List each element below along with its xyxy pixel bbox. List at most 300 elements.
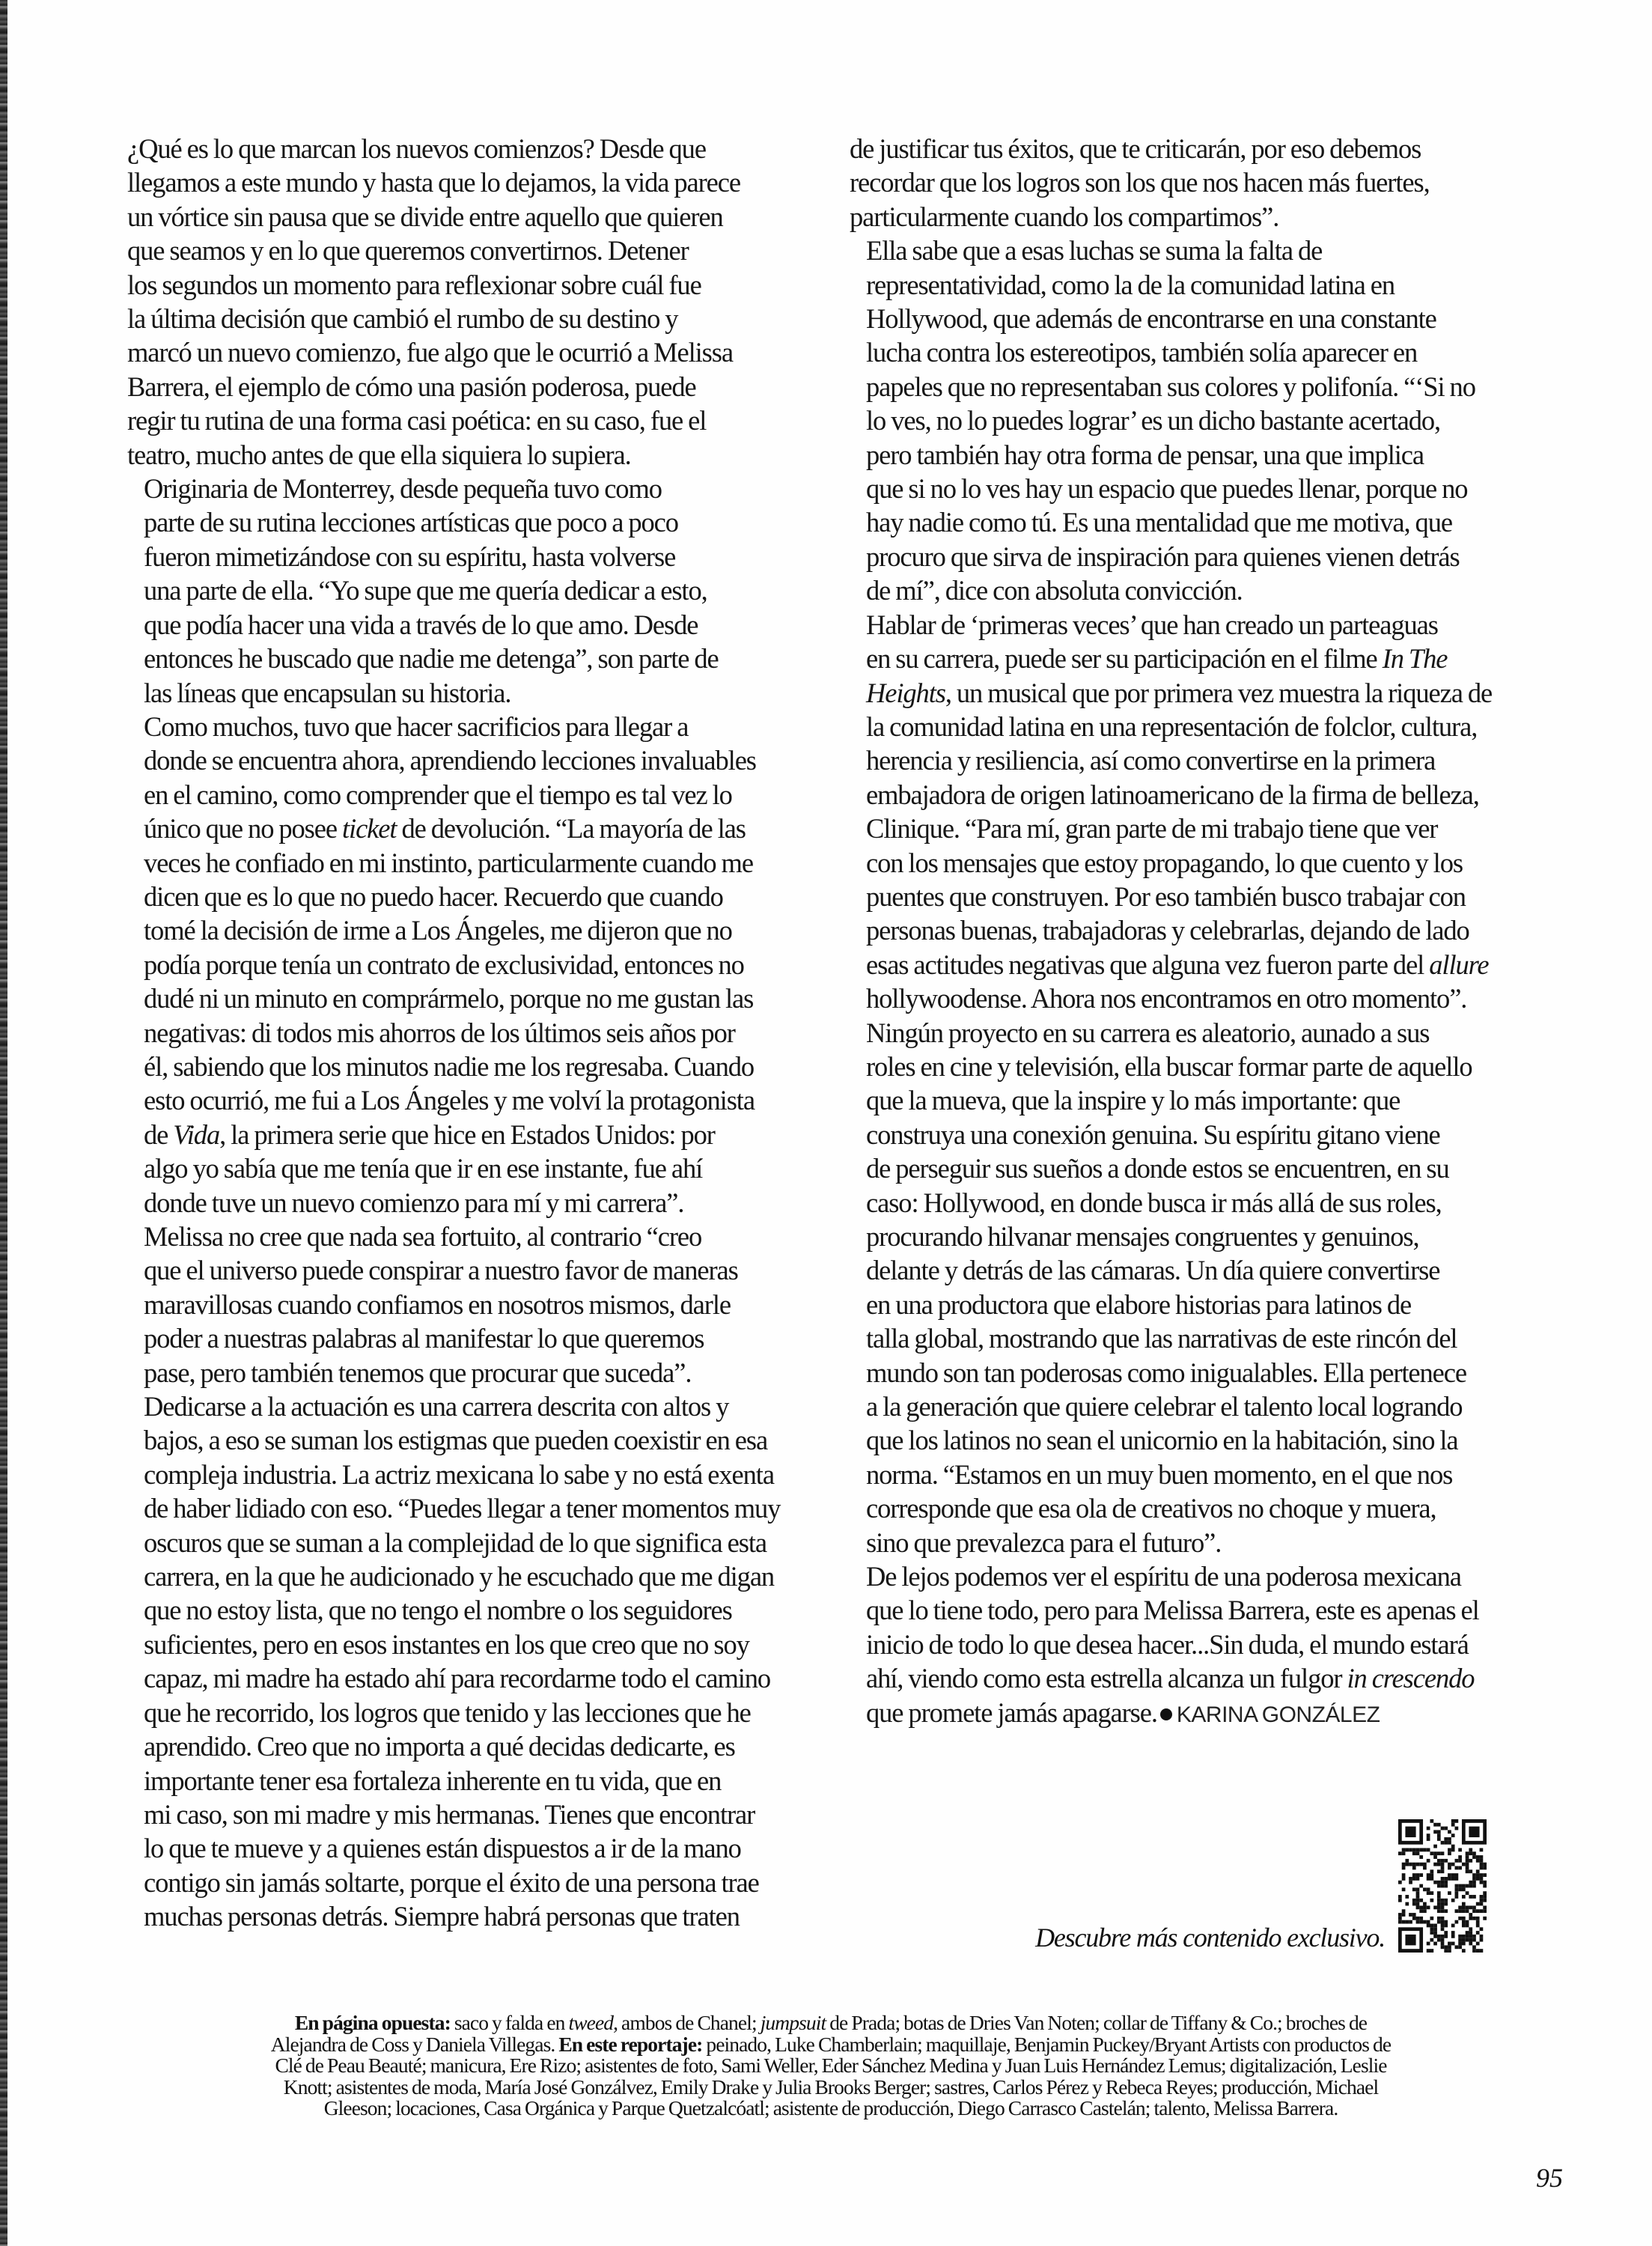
qr-module (1416, 1873, 1420, 1877)
qr-module (1430, 1927, 1433, 1931)
qr-module (1430, 1917, 1433, 1920)
credit-line (135, 2012, 1527, 2034)
text-segment: donde se encuentra ahora, aprendiendo lecciones invaluables (144, 745, 756, 776)
qr-module (1476, 1877, 1480, 1881)
text-segment: en el camino, como comprender que el tiempo es tal vez lo (144, 779, 732, 810)
article-column-left (127, 132, 801, 1934)
qr-module (1441, 1869, 1445, 1873)
credit-text: saco y falda en (450, 2011, 569, 2034)
text-line (127, 846, 801, 880)
text-line (850, 948, 1553, 982)
qr-module (1444, 1935, 1448, 1938)
qr-module (1427, 1891, 1430, 1895)
qr-module (1433, 1942, 1437, 1946)
text-line (850, 1696, 1553, 1732)
text-line (127, 438, 801, 472)
text-line (127, 1661, 801, 1695)
qr-module (1441, 1942, 1445, 1946)
article-column-right (850, 132, 1553, 1732)
qr-module (1483, 1917, 1487, 1920)
text-segment: una parte de ella. “Yo supe que me quería dedicar a esto, (144, 575, 707, 606)
qr-module (1466, 1869, 1469, 1873)
qr-module (1480, 1895, 1484, 1899)
qr-module (1427, 1848, 1430, 1851)
qr-module (1430, 1938, 1433, 1942)
qr-module (1437, 1884, 1441, 1888)
qr-module (1448, 1848, 1451, 1851)
qr-module (1416, 1902, 1420, 1906)
text-line (127, 1083, 801, 1117)
qr-module (1466, 1891, 1469, 1895)
qr-module (1469, 1851, 1472, 1855)
qr-module (1419, 1917, 1423, 1920)
qr-code-icon[interactable] (1398, 1819, 1487, 1953)
qr-module (1458, 1935, 1462, 1938)
qr-module (1437, 1920, 1441, 1924)
qr-module (1462, 1942, 1466, 1946)
text-segment: Clinique. “Para mí, gran parte de mi trabajo tiene que ver (866, 813, 1438, 844)
text-segment: la comunidad latina en una representación de folclor, cultura, (866, 710, 1478, 742)
qr-module (1433, 1855, 1437, 1859)
italic-term: tweed (568, 2011, 614, 2034)
qr-module (1458, 1945, 1462, 1949)
text-line (127, 1798, 801, 1831)
text-line (127, 200, 801, 234)
text-line (127, 1151, 801, 1185)
text-line (127, 370, 801, 404)
qr-caption: Descubre más contenido exclusivo. (1035, 1923, 1385, 1953)
qr-module (1466, 1855, 1469, 1859)
qr-module (1462, 1902, 1466, 1906)
text-line (127, 743, 801, 777)
credit-text: Gleeson; locaciones, Casa Orgánica y Parque Quetzalcóatl; asistente de producción, Diego Carrasco Castelán; talento, Melissa Barrera. (323, 2096, 1338, 2120)
text-segment: que he recorrido, los logros que tenido y las lecciones que he (144, 1696, 751, 1728)
text-line (127, 573, 801, 607)
qr-module (1476, 1873, 1480, 1877)
qr-module (1441, 1927, 1445, 1931)
qr-module (1437, 1837, 1441, 1841)
qr-module (1451, 1845, 1455, 1848)
qr-module (1469, 1881, 1472, 1884)
qr-module (1416, 1917, 1420, 1920)
text-segment: oscuros que se suman a la complejidad de lo que significa esta (144, 1527, 767, 1558)
qr-module (1480, 1902, 1484, 1906)
qr-module (1398, 1881, 1402, 1884)
qr-module (1480, 1949, 1484, 1953)
qr-module (1441, 1945, 1445, 1949)
qr-module (1427, 1942, 1430, 1946)
qr-module (1462, 1909, 1466, 1913)
qr-module (1472, 1949, 1476, 1953)
credit-text: de Prada; botas de Dries Van Noten; collar de Tiffany & Co.; broches de (826, 2011, 1368, 2034)
text-segment: corresponde que esa ola de creativos no choque y muera, (866, 1493, 1436, 1524)
qr-module (1398, 1920, 1402, 1924)
text-line (850, 1186, 1553, 1220)
text-segment: aprendido. Creo que no importa a qué decidas dedicarte, es (144, 1731, 735, 1762)
credit-heading: En este reportaje: (558, 2032, 703, 2056)
qr-module (1458, 1887, 1462, 1891)
text-line (850, 913, 1553, 947)
qr-module (1476, 1869, 1480, 1873)
qr-module (1419, 1920, 1423, 1924)
qr-module (1472, 1881, 1476, 1884)
text-segment: inicio de todo lo que desea hacer...Sin duda, el mundo estará (866, 1628, 1469, 1660)
text-segment: , un musical que por primera vez muestra la riqueza de (945, 677, 1493, 708)
qr-module (1437, 1859, 1441, 1863)
text-line (850, 1458, 1553, 1491)
text-line (850, 1083, 1553, 1117)
qr-module (1405, 1920, 1409, 1924)
text-line (850, 982, 1553, 1015)
qr-module (1402, 1909, 1406, 1913)
text-line (850, 1220, 1553, 1253)
bullet-icon (1160, 1708, 1172, 1720)
qr-module (1480, 1899, 1484, 1902)
credit-text: Knott; asistentes de moda, María José Gonzálvez, Emily Drake y Julia Brooks Berger; sastres, Carlos Pérez y Rebeca Reyes; producción, Michael (283, 2075, 1379, 2099)
text-line (127, 165, 801, 199)
qr-module (1409, 1913, 1412, 1917)
text-line (850, 200, 1553, 234)
qr-module (1402, 1848, 1406, 1851)
text-line (127, 948, 801, 982)
text-segment: pase, pero también tenemos que procurar que suceda”. (144, 1357, 692, 1388)
text-segment: muchas personas detrás. Siempre habrá personas que traten (144, 1901, 740, 1932)
text-segment: caso: Hollywood, en donde busca ir más allá de sus roles, (866, 1187, 1442, 1218)
qr-module (1451, 1819, 1455, 1823)
text-segment: delante y detrás de las cámaras. Un día quiere convertirse (866, 1255, 1440, 1286)
qr-module (1416, 1920, 1420, 1924)
qr-module (1433, 1927, 1437, 1931)
qr-module (1469, 1938, 1472, 1942)
qr-module (1444, 1902, 1448, 1906)
text-segment: pero también hay otra forma de pensar, una que implica (866, 439, 1424, 470)
qr-module (1409, 1881, 1412, 1884)
author-byline: KARINA GONZÁLEZ (1176, 1702, 1380, 1727)
article-paragraph (127, 710, 801, 1220)
qr-module (1466, 1851, 1469, 1855)
text-line (127, 1458, 801, 1491)
qr-module (1427, 1905, 1430, 1909)
qr-module (1416, 1899, 1420, 1902)
qr-module (1441, 1924, 1445, 1928)
qr-module (1402, 1920, 1406, 1924)
text-segment: donde tuve un nuevo comienzo para mí y mi carrera”. (144, 1187, 684, 1218)
text-segment: un vórtice sin pausa que se divide entre aquello que quieren (127, 201, 723, 232)
text-line (850, 1288, 1553, 1321)
qr-module (1433, 1823, 1437, 1827)
qr-module (1480, 1927, 1484, 1931)
text-line (127, 1866, 801, 1899)
qr-module (1444, 1877, 1448, 1881)
qr-module (1412, 1917, 1416, 1920)
qr-module (1476, 1942, 1480, 1946)
qr-module (1405, 1859, 1409, 1863)
text-line (127, 472, 801, 505)
qr-module (1458, 1866, 1462, 1870)
text-line (850, 812, 1553, 845)
text-segment: lo que te mueve y a quienes están dispuestos a ir de la mano (144, 1833, 741, 1864)
qr-module (1458, 1917, 1462, 1920)
text-segment: ¿Qué es lo que marcan los nuevos comienzos? Desde que (127, 133, 706, 164)
qr-module (1398, 1913, 1402, 1917)
text-line (850, 268, 1553, 302)
text-line (127, 1831, 801, 1865)
qr-module (1405, 1848, 1409, 1851)
qr-module (1419, 1905, 1423, 1909)
article-paragraph (127, 472, 801, 710)
qr-module (1469, 1927, 1472, 1931)
text-line (127, 1253, 801, 1287)
qr-module (1441, 1935, 1445, 1938)
qr-module (1402, 1866, 1406, 1870)
text-line (127, 1050, 801, 1083)
qr-module (1472, 1945, 1476, 1949)
credit-text: Clé de Peau Beauté; manicura, Ere Rizo; asistentes de foto, Sami Weller, Eder Sánchez Medina y Juan Luis Hernández Lemus; digitalización, Leslie (275, 2054, 1387, 2078)
qr-module (1472, 1917, 1476, 1920)
italic-term: Heights (866, 677, 945, 708)
text-segment: Barrera, el ejemplo de cómo una pasión poderosa, puede (127, 371, 696, 402)
qr-module (1451, 1823, 1455, 1827)
qr-module (1483, 1895, 1487, 1899)
text-segment: de (144, 1119, 174, 1150)
qr-module (1437, 1909, 1441, 1913)
text-line (850, 302, 1553, 335)
text-line (850, 743, 1553, 777)
text-line (127, 710, 801, 743)
text-segment: bajos, a eso se suman los estigmas que pueden coexistir en esa (144, 1425, 768, 1456)
qr-module (1480, 1863, 1484, 1866)
text-line (127, 880, 801, 913)
qr-module (1462, 1938, 1466, 1942)
qr-module (1398, 1899, 1402, 1902)
qr-module (1412, 1902, 1416, 1906)
text-segment: maravillosas cuando confiamos en nosotros mismos, darle (144, 1288, 731, 1320)
text-line (127, 302, 801, 335)
text-segment: construya una conexión genuina. Su espíritu gitano viene (866, 1119, 1440, 1150)
qr-module (1412, 1899, 1416, 1902)
facing-page-photo-edge (0, 0, 7, 2246)
text-segment: de perseguir sus sueños a donde estos se encuentren, en su (866, 1153, 1449, 1184)
qr-module (1419, 1855, 1423, 1859)
text-segment: poder a nuestras palabras al manifestar lo que queremos (144, 1323, 704, 1354)
italic-term: jumpsuit (760, 2011, 826, 2034)
text-line (127, 1593, 801, 1627)
qr-module (1416, 1905, 1420, 1909)
qr-module (1476, 1920, 1480, 1924)
text-line (850, 710, 1553, 743)
text-segment: carrera, en la que he audicionado y he escuchado que me digan (144, 1561, 775, 1592)
qr-module (1458, 1884, 1462, 1888)
text-segment: con los mensajes que estoy propagando, lo que cuento y los (866, 847, 1463, 878)
qr-module (1444, 1827, 1448, 1830)
qr-module (1451, 1931, 1455, 1935)
qr-module (1483, 1891, 1487, 1895)
qr-module (1430, 1851, 1433, 1855)
qr-module (1469, 1913, 1472, 1917)
text-line (127, 1899, 801, 1933)
qr-module (1398, 1851, 1402, 1855)
text-line (850, 438, 1553, 472)
text-segment: dudé ni un minuto en comprármelo, porque no me gustan las (144, 983, 754, 1014)
qr-module (1466, 1920, 1469, 1924)
qr-module (1402, 1877, 1406, 1881)
qr-module (1466, 1866, 1469, 1870)
qr-module (1437, 1902, 1441, 1906)
qr-module (1458, 1905, 1462, 1909)
text-segment: que podía hacer una vida a través de lo que amo. Desde (144, 609, 698, 640)
text-segment: esto ocurrió, me fui a Los Ángeles y me volví la protagonista (144, 1085, 755, 1116)
qr-module (1430, 1891, 1433, 1895)
qr-module (1451, 1873, 1455, 1877)
text-segment: que no estoy lista, que no tengo el nombre o los seguidores (144, 1595, 732, 1626)
qr-module (1405, 1863, 1409, 1866)
qr-module (1472, 1909, 1476, 1913)
qr-module (1455, 1909, 1459, 1913)
text-segment: suficientes, pero en esos instantes en los que creo que no soy (144, 1628, 749, 1660)
qr-module (1416, 1887, 1420, 1891)
credit-line (135, 2077, 1527, 2099)
text-segment: parte de su rutina lecciones artísticas que poco a poco (144, 507, 678, 538)
qr-code-graphic (1398, 1819, 1487, 1953)
text-line (127, 505, 801, 539)
credit-text: peinado, Luke Chamberlain; maquillaje, Benjamin Puckey/Bryant Artists con productos de (702, 2032, 1392, 2056)
qr-module (1469, 1869, 1472, 1873)
qr-module (1412, 1866, 1416, 1870)
text-segment: personas buenas, trabajadoras y celebrarlas, dejando de lado (866, 915, 1469, 946)
qr-module (1448, 1851, 1451, 1855)
qr-module (1427, 1949, 1430, 1953)
text-segment: veces he confiado en mi instinto, particularmente cuando me (144, 847, 753, 878)
qr-finder-inner (1405, 1827, 1415, 1837)
text-segment: regir tu rutina de una forma casi poética: en su caso, fue el (127, 405, 707, 436)
text-line (850, 370, 1553, 404)
text-segment: papeles que no representaban sus colores y polifonía. “‘Si no (866, 371, 1475, 402)
qr-module (1466, 1863, 1469, 1866)
qr-module (1455, 1827, 1459, 1830)
article-paragraph (127, 132, 801, 472)
qr-module (1472, 1851, 1476, 1855)
text-line (127, 676, 801, 710)
qr-module (1455, 1873, 1459, 1877)
qr-module (1430, 1873, 1433, 1877)
article-paragraph (850, 1559, 1553, 1732)
qr-module (1419, 1848, 1423, 1851)
qr-module (1423, 1863, 1427, 1866)
qr-module (1462, 1884, 1466, 1888)
qr-module (1480, 1866, 1484, 1870)
qr-module (1451, 1833, 1455, 1837)
qr-module (1416, 1891, 1420, 1895)
qr-module (1466, 1859, 1469, 1863)
text-segment: dicen que es lo que no puedo hacer. Recuerdo que cuando (144, 880, 723, 912)
text-segment: de haber lidiado con eso. “Puedes llegar a tener momentos muy (144, 1493, 781, 1524)
qr-module (1448, 1830, 1451, 1833)
qr-module (1480, 1938, 1484, 1942)
text-segment: Como muchos, tuvo que hacer sacrificios para llegar a (144, 710, 689, 742)
qr-module (1423, 1866, 1427, 1870)
qr-module (1437, 1935, 1441, 1938)
qr-module (1423, 1848, 1427, 1851)
qr-module (1469, 1942, 1472, 1946)
text-segment: , la primera serie que hice en Estados Unidos: por (219, 1119, 715, 1150)
qr-module (1444, 1909, 1448, 1913)
qr-module (1412, 1887, 1416, 1891)
qr-module (1416, 1851, 1420, 1855)
qr-module (1437, 1917, 1441, 1920)
qr-module (1480, 1848, 1484, 1851)
qr-module (1433, 1935, 1437, 1938)
qr-module (1462, 1863, 1466, 1866)
qr-module (1448, 1942, 1451, 1946)
text-line (127, 1764, 801, 1798)
qr-module (1427, 1877, 1430, 1881)
text-line (127, 1220, 801, 1253)
qr-module (1483, 1884, 1487, 1888)
qr-finder-inner (1469, 1827, 1479, 1837)
text-line (850, 573, 1553, 607)
text-line (850, 1593, 1553, 1627)
text-line (127, 778, 801, 812)
text-segment: en una productora que elabore historias para latinos de (866, 1288, 1412, 1320)
qr-module (1462, 1949, 1466, 1953)
qr-module (1476, 1917, 1480, 1920)
text-segment: fueron mimetizándose con su espíritu, hasta volverse (144, 541, 676, 572)
text-line (127, 913, 801, 947)
qr-module (1437, 1895, 1441, 1899)
qr-module (1472, 1877, 1476, 1881)
text-line (850, 335, 1553, 369)
text-segment: Melissa no cree que nada sea fortuito, al contrario “creo (144, 1221, 702, 1252)
text-line (127, 982, 801, 1015)
qr-module (1476, 1859, 1480, 1863)
qr-module (1441, 1881, 1445, 1884)
qr-module (1455, 1887, 1459, 1891)
text-line (850, 1390, 1553, 1423)
italic-term: allure (1429, 949, 1489, 980)
qr-module (1469, 1884, 1472, 1888)
text-line (850, 1628, 1553, 1661)
qr-module (1444, 1841, 1448, 1845)
qr-module (1448, 1945, 1451, 1949)
qr-module (1455, 1920, 1459, 1924)
qr-module (1427, 1887, 1430, 1891)
qr-module (1419, 1884, 1423, 1888)
text-line (850, 1253, 1553, 1287)
text-line (850, 778, 1553, 812)
qr-module (1455, 1895, 1459, 1899)
text-segment: las líneas que encapsulan su historia. (144, 677, 511, 708)
qr-module (1451, 1899, 1455, 1902)
text-line (127, 132, 801, 165)
qr-module (1462, 1895, 1466, 1899)
text-segment: los segundos un momento para reflexionar sobre cuál fue (127, 269, 701, 300)
credit-line (135, 2098, 1527, 2119)
text-line (127, 1016, 801, 1050)
article-paragraph (127, 1390, 801, 1934)
qr-module (1444, 1949, 1448, 1953)
text-segment: representatividad, como la de la comunidad latina en (866, 269, 1395, 300)
qr-module (1437, 1938, 1441, 1942)
qr-module (1430, 1819, 1433, 1823)
qr-module (1455, 1884, 1459, 1888)
text-segment: importante tener esa fortaleza inherente en tu vida, que en (144, 1765, 722, 1796)
text-segment: recordar que los logros son los que nos hacen más fuertes, (850, 167, 1430, 198)
text-segment: negativas: di todos mis ahorros de los últimos seis años por (144, 1017, 735, 1048)
qr-module (1483, 1863, 1487, 1866)
text-line (850, 1016, 1553, 1050)
text-segment: que el universo puede conspirar a nuestro favor de maneras (144, 1255, 738, 1286)
qr-module (1430, 1899, 1433, 1902)
